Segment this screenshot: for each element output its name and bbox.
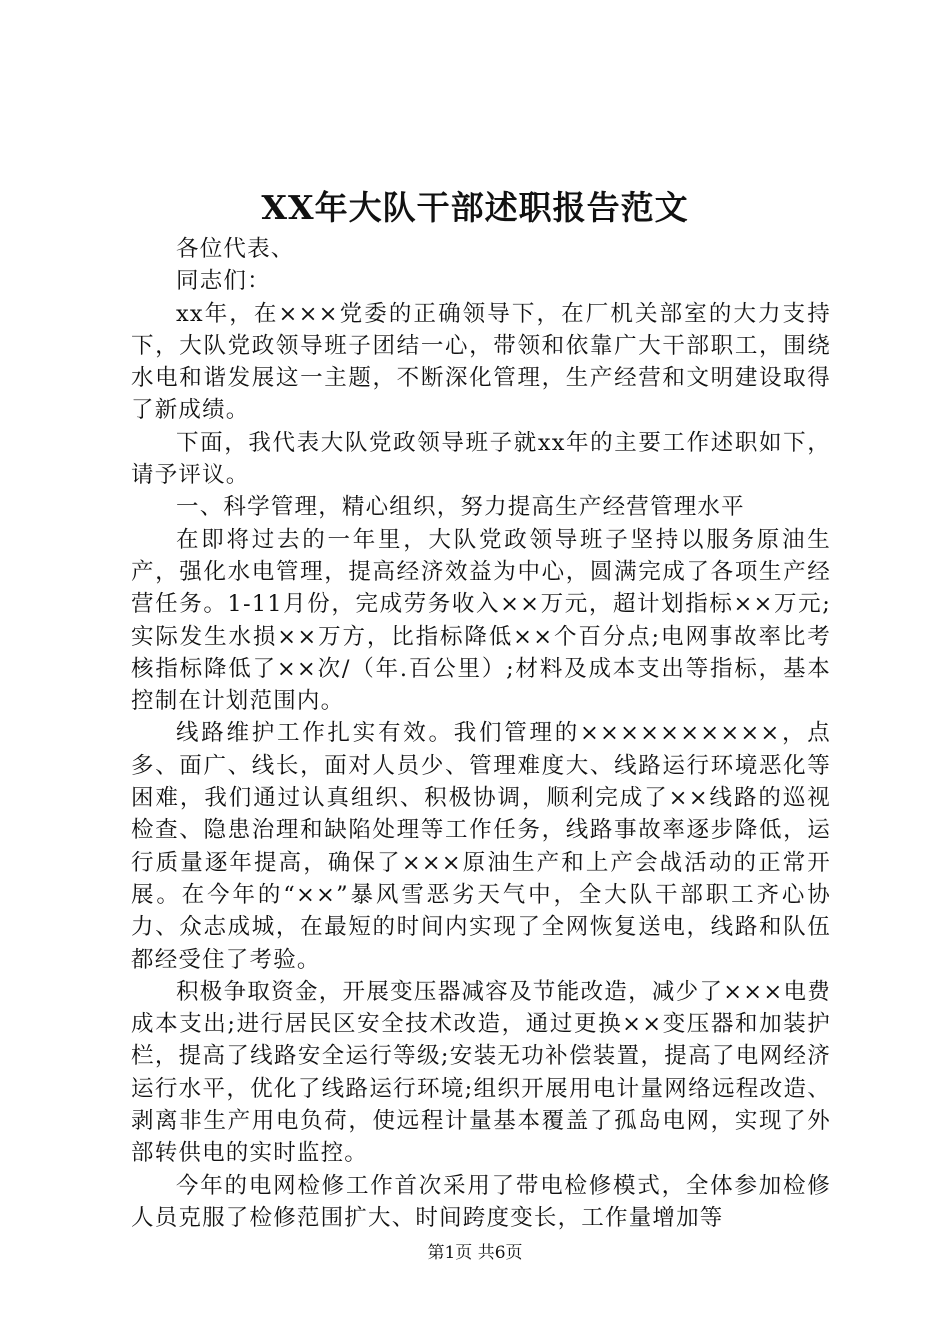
page-footer: 第1页 共6页 (427, 1243, 523, 1263)
body-paragraph: 今年的电网检修工作首次采用了带电检修模式，全体参加检修人员克服了检修范围扩大、时间跨度变长，工作量增加等 (131, 1172, 831, 1231)
body-paragraph: 下面，我代表大队党政领导班子就xx年的主要工作述职如下，请予评议。 (131, 429, 831, 489)
body-paragraph: xx年，在×××党委的正确领导下，在厂机关部室的大力支持下，大队党政领导班子团结一心，带领和依靠广大干部职工，围绕水电和谐发展这一主题，不断深化管理，生产经营和文明建设取得了新成绩。 (131, 300, 831, 424)
body-paragraph: 积极争取资金，开展变压器减容及节能改造，减少了×××电费成本支出;进行居民区安全技术改造，通过更换××变压器和加装护栏，提高了线路安全运行等级;安装无功补偿装置，提高了电网经济运行水平，优化了线路运行环境;组织开展用电计量网络远程改造、剥离非生产用电负荷，使远程计量基本覆盖了孤岛电网，实现了外部转供电的实时监控。 (131, 978, 831, 1167)
document-title: XX年大队干部述职报告范文 (261, 188, 689, 227)
section-heading: 一、科学管理，精心组织，努力提高生产经营管理水平 (176, 494, 745, 521)
salutation-line: 同志们： (176, 268, 271, 295)
salutation-line: 各位代表、 (176, 236, 295, 262)
body-paragraph: 在即将过去的一年里，大队党政领导班子坚持以服务原油生产，强化水电管理，提高经济效益为中心，圆满完成了各项生产经营任务。1-11月份，完成劳务收入××万元，超计划指标××万元;实际发生水损××万方，比指标降低××个百分点;电网事故率比考核指标降低了××次/（年.百公里）;材料及成本支出等指标，基本控制在计划范围内。 (131, 526, 831, 715)
document-body (131, 233, 831, 1234)
body-paragraph: 线路维护工作扎实有效。我们管理的××××××××××，点多、面广、线长，面对人员少、管理难度大、线路运行环境恶化等困难，我们通过认真组织、积极协调，顺利完成了××线路的巡视检查、隐患治理和缺陷处理等工作任务，线路事故率逐步降低，运行质量逐年提高，确保了×××原油生产和上产会战活动的正常开展。在今年的“××”暴风雪恶劣天气中，全大队干部职工齐心协力、众志成城，在最短的时间内实现了全网恢复送电，线路和队伍都经受住了考验。 (131, 720, 831, 973)
